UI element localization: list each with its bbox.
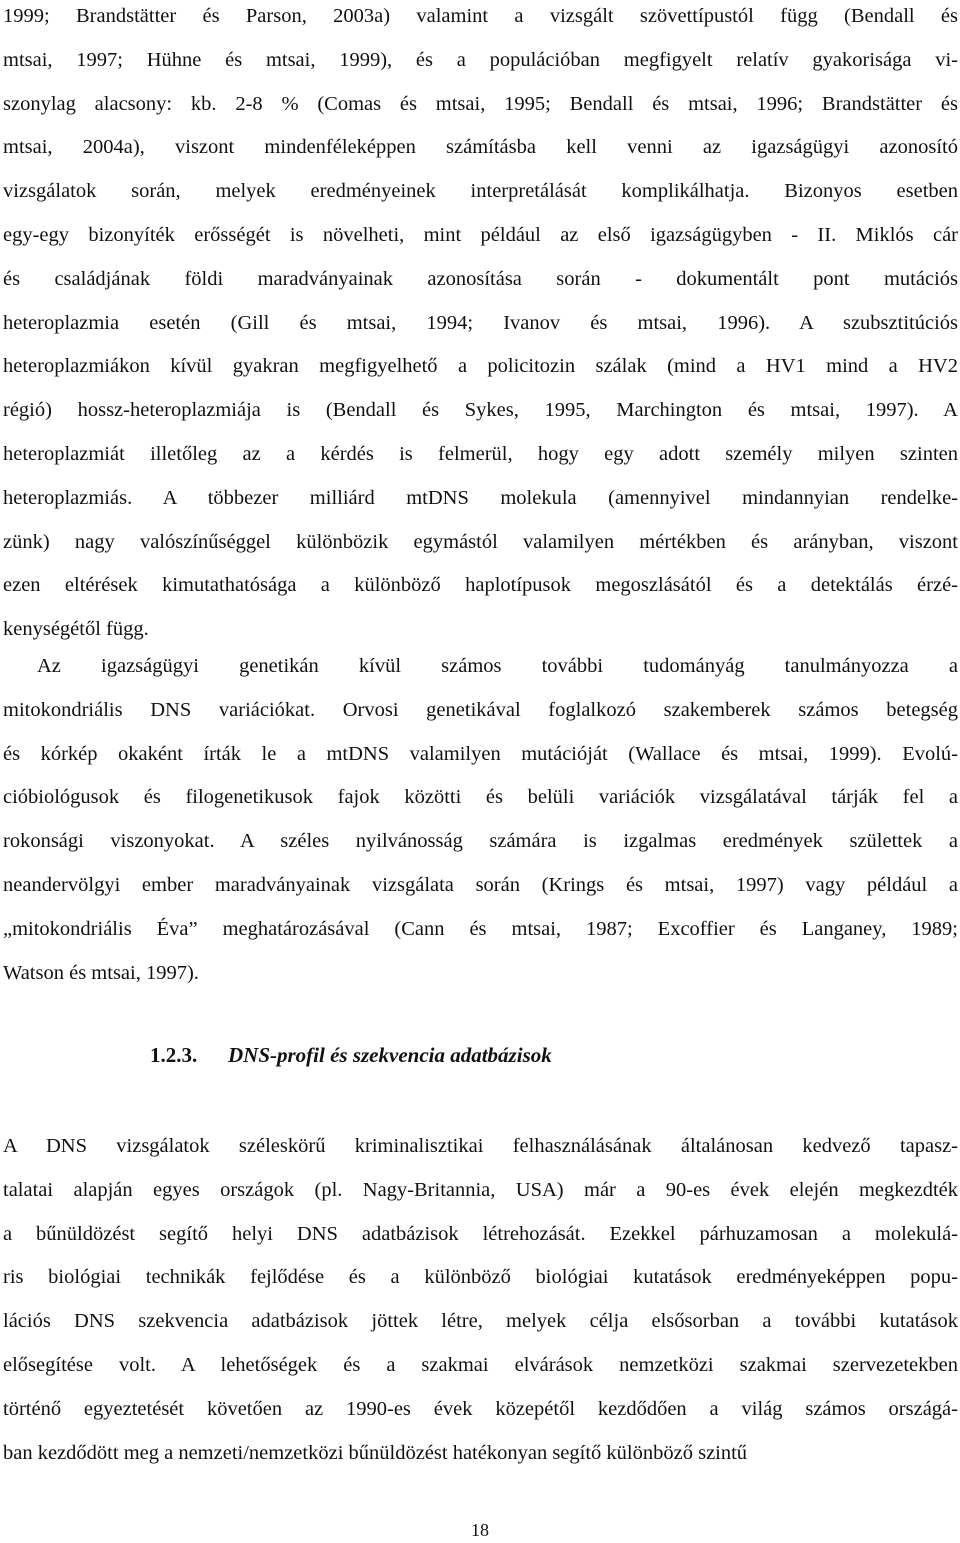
text-line: heteroplazmia esetén (Gill és mtsai, 1994; Ivanov és mtsai, 1996). A szubsztitúciós (3, 311, 958, 334)
text-line: A DNS vizsgálatok széleskörű kriminalisztikai felhasználásának általánosan kedvező tapasz- (3, 1135, 958, 1157)
page-number: 18 (471, 1520, 489, 1540)
text-line: rokonsági viszonyokat. A széles nyilvánosság számára is izgalmas eredmények születtek a (3, 830, 958, 853)
text-line: kenységétől függ. (3, 618, 149, 641)
section-heading (150, 1040, 552, 1070)
text-line: szonylag alacsony: kb. 2-8 % (Comas és mtsai, 1995; Bendall és mtsai, 1996; Brandstätter és (3, 92, 958, 115)
paragraph-mtdna-research (3, 645, 958, 995)
text-line: heteroplazmiát illetőleg az a kérdés is felmerül, hogy egy adott személy milyen szinten (3, 442, 958, 465)
text-line: mtsai, 1997; Hühne és mtsai, 1999), és a populációban megfigyelt relatív gyakorisága vi- (3, 48, 958, 71)
text-line: ezen eltérések kimutathatósága a különböző haplotípusok megoszlásától és a detektálás érzé- (3, 574, 958, 597)
text-line: „mitokondriális Éva” meghatározásával (Cann és mtsai, 1987; Excoffier és Langaney, 1989; (3, 917, 958, 940)
text-line: történő egyeztetését követően az 1990-es évek közepétől kezdődően a világ számos országá- (3, 1397, 958, 1420)
text-line: neandervölgyi ember maradványainak vizsgálata során (Krings és mtsai, 1997) vagy például a (3, 873, 958, 896)
text-line: 1999; Brandstätter és Parson, 2003a) valamint a vizsgált szövettípustól függ (Bendall és (3, 5, 958, 27)
paragraph-dna-databases (3, 1125, 958, 1475)
paragraph-heteroplasmy (3, 0, 958, 652)
text-line: és családjának földi maradványainak azonosítása során - dokumentált pont mutációs (3, 267, 958, 290)
text-line: elősegítése volt. A lehetőségek és a szakmai elvárások nemzetközi szakmai szervezetekben (3, 1353, 958, 1376)
text-line: régió) hossz-heteroplazmiája is (Bendall és Sykes, 1995, Marchington és mtsai, 1997). A (3, 399, 958, 422)
text-line: talatai alapján egyes országok (pl. Nagy-Britannia, USA) már a 90-es évek elején megkezdték (3, 1178, 958, 1201)
text-line: ris biológiai technikák fejlődése és a különböző biológiai kutatások eredményeképpen popu- (3, 1266, 958, 1289)
text-line: ban kezdődött meg a nemzeti/nemzetközi bűnüldözést hatékonyan segítő különböző szintű (3, 1441, 748, 1464)
text-line: lációs DNS szekvencia adatbázisok jöttek létre, melyek célja elsősorban a további kutatások (3, 1310, 958, 1333)
text-line: heteroplazmiás. A többezer milliárd mtDNS molekula (amennyivel mindannyian rendelke- (3, 486, 958, 509)
text-line: mitokondriális DNS variációkat. Orvosi genetikával foglalkozó szakemberek számos betegség (3, 698, 958, 721)
text-line: heteroplazmiákon kívül gyakran megfigyelhető a policitozin szálak (mind a HV1 mind a HV2 (3, 355, 958, 378)
section-title: DNS-profil és szekvencia adatbázisok (228, 1043, 552, 1067)
text-line: és kórkép okaként írták le a mtDNS valamilyen mutációját (Wallace és mtsai, 1999). Evolú- (3, 742, 958, 765)
text-line: egy-egy bizonyíték erősségét is növelheti, mint például az első igazságügyben - II. Miklós cár (3, 223, 958, 246)
text-line: cióbiológusok és filogenetikusok fajok közötti és belüli variációk vizsgálatával tárják fel a (3, 786, 958, 809)
text-line: a bűnüldözést segítő helyi DNS adatbázisok létrehozását. Ezekkel párhuzamosan a molekulá- (3, 1222, 958, 1245)
text-line: zünk) nagy valószínűséggel különbözik egymástól valamilyen mértékben és arányban, viszont (3, 530, 958, 553)
text-line: Watson és mtsai, 1997). (3, 961, 199, 984)
section-number: 1.2.3. (150, 1043, 198, 1067)
text-line: mtsai, 2004a), viszont mindenféleképpen számításba kell venni az igazságügyi azonosító (3, 136, 958, 159)
text-line: Az igazságügyi genetikán kívül számos további tudományág tanulmányozza a (37, 655, 958, 677)
text-line: vizsgálatok során, melyek eredményeinek interpretálását komplikálhatja. Bizonyos esetben (3, 180, 958, 203)
